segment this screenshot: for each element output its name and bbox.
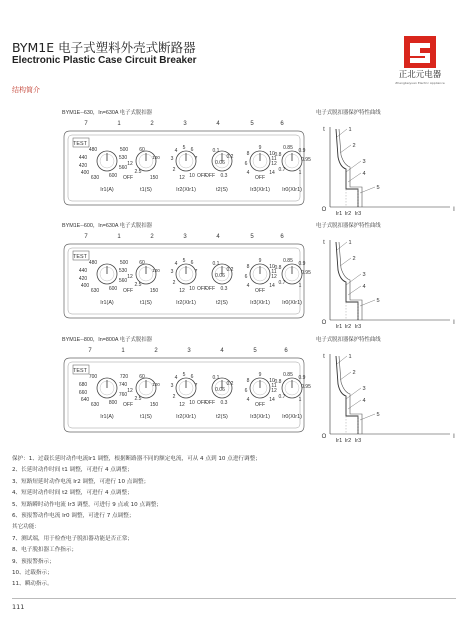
- dial-caption: Ir3(XIr1): [250, 300, 270, 306]
- curve-axis-i: I: [453, 207, 455, 213]
- curve-axis-t: t: [323, 127, 325, 133]
- dial5-tick-label: 4: [246, 283, 250, 289]
- callout-number: 5: [250, 121, 254, 127]
- footer-divider: [12, 598, 456, 599]
- curve-bottom-label: Ir1: [335, 211, 343, 217]
- dial2-tick-label: 500: [119, 260, 129, 266]
- dial1-tick-label: 530: [118, 155, 128, 161]
- curve-callout-number: 5: [376, 185, 380, 191]
- dial6-tick-label: 0.8: [274, 265, 282, 271]
- dial-caption: Ir2(XIr1): [176, 414, 196, 420]
- dial5-tick-label: 11: [271, 269, 277, 275]
- callout-number: 2: [150, 121, 154, 127]
- dial5-tick-label: 9: [258, 145, 262, 151]
- dial3-tick-label: 2: [172, 167, 176, 173]
- dial6-tick-label: 0.95: [301, 384, 311, 390]
- curve-callout-number: 1: [348, 354, 352, 360]
- dial-caption: Ir1(A): [100, 300, 114, 306]
- dial1-tick-label: 440: [78, 155, 88, 161]
- dial1-tick-label: 560: [118, 278, 128, 284]
- dial5-tick-label: 14: [269, 283, 275, 289]
- dial5-tick-label: 14: [269, 170, 275, 176]
- curve-axis-t: t: [323, 354, 325, 360]
- logo-subtitle: Zhengbeiyuan Electric Appliance: [395, 81, 445, 85]
- callout-number: 2: [154, 348, 158, 354]
- dial3-tick-label: 4: [174, 261, 178, 267]
- dial3-tick-label: 12: [179, 288, 185, 294]
- dial1-tick-label: 700: [88, 374, 98, 380]
- dial3-tick-label: 7: [194, 383, 198, 389]
- dial6-tick-label: 0.85: [283, 372, 293, 378]
- curve-leader: [340, 145, 351, 153]
- curve-callout-number: 5: [376, 298, 380, 304]
- panel-2: [62, 221, 455, 330]
- curve-label: 电子式脱扣器保护特性曲线: [316, 337, 381, 343]
- dial5-tick-label: 11: [271, 383, 277, 389]
- dial3-tick-label: 3: [170, 269, 174, 275]
- protection-curve: [336, 356, 358, 434]
- dial-caption: Ir0(XIr1): [282, 300, 302, 306]
- dial-caption: t2(S): [216, 300, 228, 306]
- curve-bottom-label: Ir3: [354, 438, 362, 444]
- curve-callout-number: 4: [362, 398, 366, 404]
- dial1-tick-label: 480: [88, 147, 98, 153]
- dial6-tick-label: 1: [298, 397, 302, 403]
- dial5-tick-label: 12: [271, 274, 277, 280]
- dial4-tick-label: OFF: [205, 400, 215, 406]
- dial3-tick-label: 6: [190, 260, 194, 266]
- callout-number: 6: [284, 348, 288, 354]
- dial5-tick-label: 8: [246, 378, 250, 384]
- note-item: 7、测试端，用于检查电子脱扣器功能是否正常；: [12, 535, 134, 542]
- dial4-tick-label: 0.2: [226, 267, 234, 273]
- dial5-tick-label: OFF: [255, 175, 265, 181]
- dial6-tick-label: 0.8: [274, 379, 282, 385]
- curve-callout-number: 2: [352, 143, 356, 149]
- dial4-tick-label: 0.06: [215, 160, 225, 166]
- dial3-tick-label: 3: [170, 383, 174, 389]
- curve-origin: O: [321, 207, 327, 213]
- dial6-tick-label: 0.9: [298, 261, 306, 267]
- curve-callout-number: 2: [352, 370, 356, 376]
- dial5-tick-label: 9: [258, 372, 262, 378]
- dial1-tick-label: 660: [78, 390, 88, 396]
- dial6-tick-label: 0.7: [278, 280, 286, 286]
- dial6-tick-label: 0.9: [298, 375, 306, 381]
- curve-label: 电子式脱扣器保护特性曲线: [316, 110, 381, 116]
- dial4-tick-label: 0.3: [220, 286, 228, 292]
- dial2-tick-label: 12: [127, 388, 133, 394]
- note-item: 保护：1、过载长延时动作电流Ir1 调整，根据断路器不同的额定电流，可从 4 点到 10 点进行调整；: [12, 456, 261, 462]
- dial6-tick-label: 1: [298, 170, 302, 176]
- callout-number: 1: [117, 121, 121, 127]
- dial5-tick-label: 12: [271, 161, 277, 167]
- dial2-tick-label: 60: [139, 260, 145, 266]
- panel-1: [62, 108, 455, 217]
- callout-number: 7: [88, 348, 92, 354]
- curve-bottom-label: Ir2: [344, 324, 352, 330]
- dial4-tick-label: 0.3: [220, 173, 228, 179]
- dial5-tick-label: 10: [269, 378, 275, 384]
- notes-list: [12, 454, 462, 591]
- dial5-tick-label: 10: [269, 151, 275, 157]
- dial5-tick-label: 4: [246, 170, 250, 176]
- dial2-tick-label: 2.5: [134, 282, 142, 288]
- dial5-tick-label: 14: [269, 397, 275, 403]
- curve-callout-number: 1: [348, 240, 352, 246]
- callout-number: 6: [280, 121, 284, 127]
- protection-curve: [336, 129, 358, 207]
- dial1-tick-label: 440: [78, 268, 88, 274]
- callout-number: 7: [84, 121, 88, 127]
- curve-axis-i: I: [453, 320, 455, 326]
- dial1-tick-label: 400: [80, 170, 90, 176]
- callout-number: 5: [253, 348, 257, 354]
- panel-label: BYM1E--630，In=630A 电子式脱扣器: [62, 110, 153, 116]
- dial-caption: t1(S): [140, 300, 152, 306]
- dial2-tick-label: 12: [127, 274, 133, 280]
- curve-callout-number: 4: [362, 284, 366, 290]
- dial2-tick-label: 100: [152, 382, 160, 387]
- dial6-tick-label: 0.9: [298, 148, 306, 154]
- section-title: 结构简介: [12, 86, 40, 94]
- curve-bottom-label: Ir1: [335, 324, 343, 330]
- dial3-tick-label: 5: [182, 258, 186, 264]
- dial2-tick-label: 2.5: [134, 169, 142, 175]
- curve-callout-number: 3: [362, 386, 366, 392]
- dial1-tick-label: 400: [80, 283, 90, 289]
- dial1-tick-label: 630: [90, 288, 100, 294]
- dial3-tick-label: 12: [179, 402, 185, 408]
- dial1-tick-label: 640: [80, 397, 90, 403]
- callout-number: 1: [117, 234, 121, 240]
- dial2-tick-label: 60: [139, 374, 145, 380]
- dial-caption: Ir3(XIr1): [250, 187, 270, 193]
- dial-caption: t1(S): [140, 187, 152, 193]
- dial2-tick-label: 100: [152, 268, 160, 273]
- dial-caption: Ir2(XIr1): [176, 187, 196, 193]
- dial-caption: Ir2(XIr1): [176, 300, 196, 306]
- test-label: TEST: [73, 254, 87, 260]
- dial2-tick-label: 720: [119, 374, 129, 380]
- dial5-tick-label: OFF: [255, 402, 265, 408]
- note-item: 10、过载指示；: [12, 570, 53, 577]
- panel-label: BYM1E--600，In=630A 电子式脱扣器: [62, 223, 153, 229]
- curve-bottom-label: Ir3: [354, 324, 362, 330]
- dial4-tick-label: 0.1: [212, 148, 220, 154]
- dial3-tick-label: 10: [189, 173, 195, 179]
- dial2-tick-label: 150: [149, 288, 159, 294]
- dial1-tick-label: 530: [118, 268, 128, 274]
- dial3-tick-label: 5: [182, 372, 186, 378]
- dial3-tick-label: OFF: [197, 286, 207, 292]
- test-label: TEST: [73, 368, 87, 374]
- dial1-tick-label: 800: [108, 400, 118, 406]
- dial5-tick-label: 9: [258, 258, 262, 264]
- dial-caption: Ir0(XIr1): [282, 187, 302, 193]
- dial5-tick-label: 12: [271, 388, 277, 394]
- dial6-tick-label: 0.95: [301, 157, 311, 163]
- note-item: 11、瞬动指示。: [12, 581, 53, 588]
- dial1-tick-label: 760: [118, 392, 128, 398]
- dial3-tick-label: 12: [179, 175, 185, 181]
- dial3-tick-label: 2: [172, 280, 176, 286]
- callout-number: 3: [183, 121, 187, 127]
- note-item: 其它功能：: [12, 524, 40, 531]
- dial5-tick-label: 4: [246, 397, 250, 403]
- dial3-tick-label: OFF: [197, 173, 207, 179]
- dial6-tick-label: 0.85: [283, 145, 293, 151]
- dial-caption: Ir1(A): [100, 187, 114, 193]
- dial3-tick-label: 4: [174, 375, 178, 381]
- dial2-tick-label: 100: [152, 155, 160, 160]
- dial6-tick-label: 0.85: [283, 258, 293, 264]
- curve-bottom-label: Ir3: [354, 211, 362, 217]
- callout-number: 7: [84, 234, 88, 240]
- dial1-tick-label: 600: [108, 173, 118, 179]
- note-item: 2、长延时动作时间 t1 调整，可进行 4 点调整；: [12, 467, 133, 474]
- curve-callout-number: 5: [376, 412, 380, 418]
- dial-caption: t2(S): [216, 414, 228, 420]
- dial4-tick-label: 0.06: [215, 273, 225, 279]
- dial2-tick-label: 60: [139, 147, 145, 153]
- curve-callout-number: 3: [362, 159, 366, 165]
- curve-bottom-label: Ir1: [335, 438, 343, 444]
- dial1-tick-label: 420: [78, 163, 88, 169]
- curve-bottom-label: Ir2: [344, 211, 352, 217]
- dial3-tick-label: 10: [189, 400, 195, 406]
- dial3-tick-label: 6: [190, 374, 194, 380]
- curve-callout-number: 2: [352, 256, 356, 262]
- callout-number: 3: [183, 234, 187, 240]
- dial1-tick-label: 600: [108, 286, 118, 292]
- dial6-tick-label: 1: [298, 283, 302, 289]
- dial1-tick-label: 630: [90, 175, 100, 181]
- dial5-tick-label: 10: [269, 264, 275, 270]
- dial5-tick-label: 8: [246, 151, 250, 157]
- curve-origin: O: [321, 320, 327, 326]
- dial4-tick-label: 0.06: [215, 387, 225, 393]
- dial6-tick-label: 0.95: [301, 270, 311, 276]
- curve-axis-i: I: [453, 434, 455, 440]
- dial-caption: t1(S): [140, 414, 152, 420]
- callout-number: 4: [216, 121, 220, 127]
- dial5-tick-label: 8: [246, 264, 250, 270]
- dial5-tick-label: 6: [244, 274, 248, 280]
- page-title-cn: BYM1E 电子式塑料外壳式断路器: [12, 40, 196, 55]
- panel-label: BYM1E--800，In=800A 电子式脱扣器: [62, 337, 153, 343]
- dial6-tick-label: 0.8: [274, 152, 282, 158]
- dial-caption: Ir0(XIr1): [282, 414, 302, 420]
- dial1-tick-label: 630: [90, 402, 100, 408]
- dial-caption: t2(S): [216, 187, 228, 193]
- curve-leader: [337, 356, 347, 364]
- callout-number: 6: [280, 234, 284, 240]
- page-title-en: Electronic Plastic Case Circuit Breaker: [12, 55, 197, 66]
- dial1-tick-label: 480: [88, 260, 98, 266]
- callout-number: 4: [216, 234, 220, 240]
- dial5-tick-label: 11: [271, 156, 277, 162]
- note-item: 8、电子脱扣器工作指示；: [12, 547, 78, 554]
- dial4-tick-label: 0.3: [220, 400, 228, 406]
- dial4-tick-label: OFF: [205, 286, 215, 292]
- dial2-tick-label: 150: [149, 402, 159, 408]
- dial4-tick-label: 0.2: [226, 381, 234, 387]
- dial3-tick-label: OFF: [197, 400, 207, 406]
- note-item: 4、短延时动作时间 t2 调整，可进行 4 点调整；: [12, 490, 133, 497]
- dial-caption: Ir3(XIr1): [250, 414, 270, 420]
- note-item: 6、预报警动作电流 Ir0 调整，可进行 7 点调整；: [12, 513, 135, 520]
- callout-number: 5: [250, 234, 254, 240]
- dial1-tick-label: 560: [118, 165, 128, 171]
- dial2-tick-label: 150: [149, 175, 159, 181]
- dial1-tick-label: 420: [78, 276, 88, 282]
- dial5-tick-label: OFF: [255, 288, 265, 294]
- dial3-tick-label: 10: [189, 286, 195, 292]
- dial2-tick-label: 12: [127, 161, 133, 167]
- dial2-tick-label: 500: [119, 147, 129, 153]
- dial3-tick-label: 2: [172, 394, 176, 400]
- dial3-tick-label: 7: [194, 156, 198, 162]
- panel-3: [62, 335, 455, 444]
- dial3-tick-label: 7: [194, 269, 198, 275]
- dial-caption: Ir1(A): [100, 414, 114, 420]
- curve-leader: [337, 129, 347, 137]
- dial3-tick-label: 5: [182, 145, 186, 151]
- protection-curve-upper: [339, 242, 362, 320]
- dial1-tick-label: 740: [118, 382, 128, 388]
- curve-leader: [340, 258, 351, 266]
- protection-curve: [336, 242, 358, 320]
- test-label: TEST: [73, 141, 87, 147]
- dial5-tick-label: 6: [244, 161, 248, 167]
- curve-origin: O: [321, 434, 327, 440]
- dial4-tick-label: 0.1: [212, 375, 220, 381]
- dial3-tick-label: 6: [190, 147, 194, 153]
- curve-leader: [340, 372, 351, 380]
- dial4-tick-label: OFF: [205, 173, 215, 179]
- curve-label: 电子式脱扣器保护特性曲线: [316, 223, 381, 229]
- dial3-tick-label: 4: [174, 148, 178, 154]
- callout-number: 2: [150, 234, 154, 240]
- dial2-tick-label: OFF: [123, 288, 133, 294]
- dial1-tick-label: 680: [78, 382, 88, 388]
- logo-name: 正北元电器: [398, 70, 442, 80]
- curve-callout-number: 4: [362, 171, 366, 177]
- curve-axis-t: t: [323, 240, 325, 246]
- dial5-tick-label: 6: [244, 388, 248, 394]
- callout-number: 4: [220, 348, 224, 354]
- note-item: 9、预报警指示；: [12, 558, 55, 565]
- page-number: 111: [12, 603, 25, 611]
- dial4-tick-label: 0.2: [226, 154, 234, 160]
- note-item: 5、短路瞬时动作电流 Ir3 调整，可进行 9 点或 10 点调整；: [12, 501, 162, 508]
- note-item: 3、短路短延时动作电流 Ir2 调整，可进行 10 点调整；: [12, 478, 150, 485]
- curve-callout-number: 3: [362, 272, 366, 278]
- callout-number: 1: [121, 348, 125, 354]
- dial2-tick-label: OFF: [123, 402, 133, 408]
- curve-leader: [337, 242, 347, 250]
- dial4-tick-label: 0.1: [212, 261, 220, 267]
- dial6-tick-label: 0.7: [278, 394, 286, 400]
- dial2-tick-label: OFF: [123, 175, 133, 181]
- dial2-tick-label: 2.5: [134, 396, 142, 402]
- curve-callout-number: 1: [348, 127, 352, 133]
- dial3-tick-label: 3: [170, 156, 174, 162]
- callout-number: 3: [187, 348, 191, 354]
- curve-bottom-label: Ir2: [344, 438, 352, 444]
- protection-curve-upper: [339, 129, 362, 207]
- protection-curve-upper: [339, 356, 362, 434]
- dial6-tick-label: 0.7: [278, 167, 286, 173]
